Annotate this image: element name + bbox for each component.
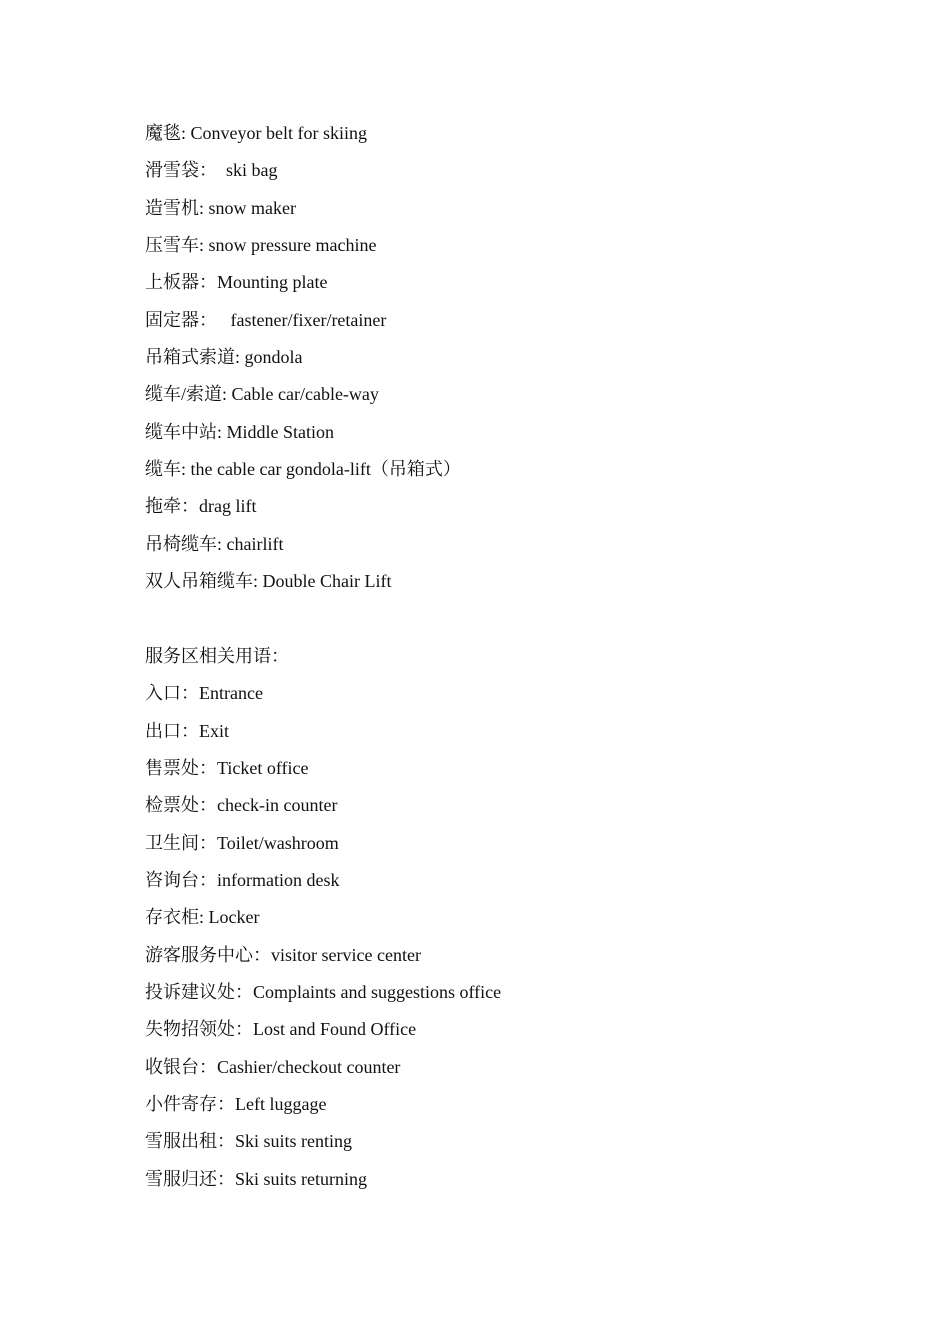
glossary-entry: 魔毯: Conveyor belt for skiing — [145, 123, 367, 143]
glossary-entry: 造雪机: snow maker — [145, 197, 296, 218]
glossary-entry: 售票处：Ticket office — [145, 757, 309, 778]
glossary-entry: 吊箱式索道: gondola — [145, 347, 303, 368]
glossary-entry: 滑雪袋： ski bag — [145, 160, 278, 181]
glossary-entry: 双人吊箱缆车: Double Chair Lift — [145, 571, 392, 592]
glossary-entry: 雪服出租：Ski suits renting — [145, 1131, 353, 1152]
glossary-entry: 卫生间：Toilet/washroom — [145, 832, 339, 853]
glossary-entry: 缆车/索道: Cable car/cable-way — [145, 384, 379, 405]
glossary-entry: 拖牵：drag lift — [145, 496, 257, 517]
glossary-entry: 压雪车: snow pressure machine — [145, 235, 377, 256]
glossary-entry: 缆车: the cable car gondola-lift（吊箱式） — [145, 459, 461, 480]
glossary-content — [145, 120, 865, 1203]
glossary-entry: 存衣柜: Locker — [145, 907, 260, 928]
glossary-entry: 入口：Entrance — [145, 683, 263, 704]
glossary-entry: 固定器： fastener/fixer/retainer — [145, 309, 387, 330]
glossary-entry: 收银台：Cashier/checkout counter — [145, 1056, 401, 1077]
glossary-entry: 失物招领处：Lost and Found Office — [145, 1019, 417, 1040]
glossary-entry: 检票处：check-in counter — [145, 795, 338, 816]
glossary-entry: 吊椅缆车: chairlift — [145, 533, 284, 554]
glossary-entry: 出口：Exit — [145, 720, 229, 741]
glossary-entry: 咨询台：information desk — [145, 869, 340, 890]
glossary-entry: 上板器：Mounting plate — [145, 272, 328, 293]
glossary-entry: 游客服务中心：visitor service center — [145, 944, 421, 965]
glossary-entry: 投诉建议处：Complaints and suggestions office — [145, 981, 502, 1002]
glossary-entry: 雪服归还：Ski suits returning — [145, 1168, 368, 1189]
section-gap — [145, 605, 865, 642]
glossary-entry: 缆车中站: Middle Station — [145, 421, 334, 442]
section-heading: 服务区相关用语： — [145, 645, 289, 666]
glossary-entry: 小件寄存：Left luggage — [145, 1093, 327, 1114]
